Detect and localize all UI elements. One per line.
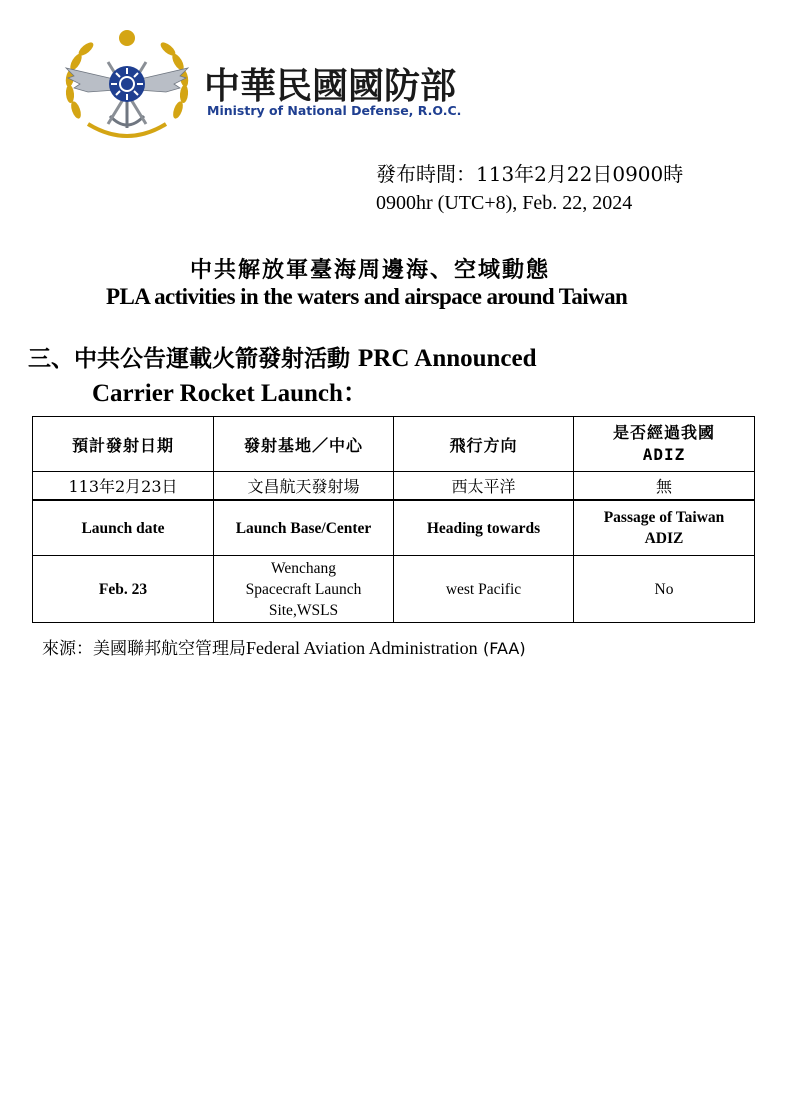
release-time-en: 0900hr (UTC+8), Feb. 22, 2024 — [376, 192, 633, 214]
table-cell: 無 — [574, 472, 755, 501]
org-name-en: Ministry of National Defense, R.O.C. — [207, 103, 462, 118]
table-header-row-en — [33, 500, 755, 556]
table-header — [574, 417, 755, 472]
table-cell: 113年2月23日 — [33, 472, 214, 501]
release-time-zh: 發布時間：113年2月22日0900時 — [376, 162, 684, 186]
table-header-line: ADIZ — [642, 445, 686, 464]
mnd-emblem — [58, 28, 196, 140]
org-name-zh: 中華民國國防部 — [204, 66, 457, 107]
table-header: 預計發射日期 — [33, 417, 214, 472]
table-header-line: Passage of Taiwan — [603, 509, 725, 526]
section-heading-en-2: Carrier Rocket Launch： — [92, 380, 368, 407]
table-cell: west Pacific — [394, 556, 574, 623]
section-heading-en-1: PRC Announced — [358, 345, 537, 372]
source-note — [42, 634, 526, 659]
table-header-row-zh — [33, 417, 755, 472]
table-cell-line: Wenchang — [270, 559, 337, 577]
table-row-zh — [33, 472, 755, 501]
table-cell: No — [574, 556, 755, 623]
table-header — [574, 500, 755, 556]
section-heading — [28, 340, 537, 373]
table-cell-line: Site,WSLS — [268, 601, 339, 619]
table-cell: 西太平洋 — [394, 472, 574, 501]
table-cell-line: Spacecraft Launch — [245, 580, 362, 598]
table-header: Launch Base/Center — [214, 500, 394, 556]
table-cell: Feb. 23 — [33, 556, 214, 623]
launch-table — [32, 416, 755, 623]
table-header: 發射基地／中心 — [214, 417, 394, 472]
table-header: Heading towards — [394, 500, 574, 556]
source-abbr: (FAA) — [483, 639, 526, 658]
source-en: Federal Aviation Administration — [246, 638, 478, 658]
table-row-en — [33, 556, 755, 623]
page-title-zh: 中共解放軍臺海周邊海、空域動態 — [190, 257, 551, 283]
table-header: 飛行方向 — [394, 417, 574, 472]
table-header-line: ADIZ — [644, 530, 684, 547]
page-title-en: PLA activities in the waters and airspace around Taiwan — [106, 284, 628, 309]
table-header-line: 是否經過我國 — [612, 423, 715, 442]
section-heading-zh: 三、中共公告運載火箭發射活動 — [28, 345, 350, 372]
table-header: Launch date — [33, 500, 214, 556]
source-zh: 來源：美國聯邦航空管理局 — [42, 639, 246, 659]
table-cell — [214, 556, 394, 623]
table-cell: 文昌航天發射場 — [214, 472, 394, 501]
